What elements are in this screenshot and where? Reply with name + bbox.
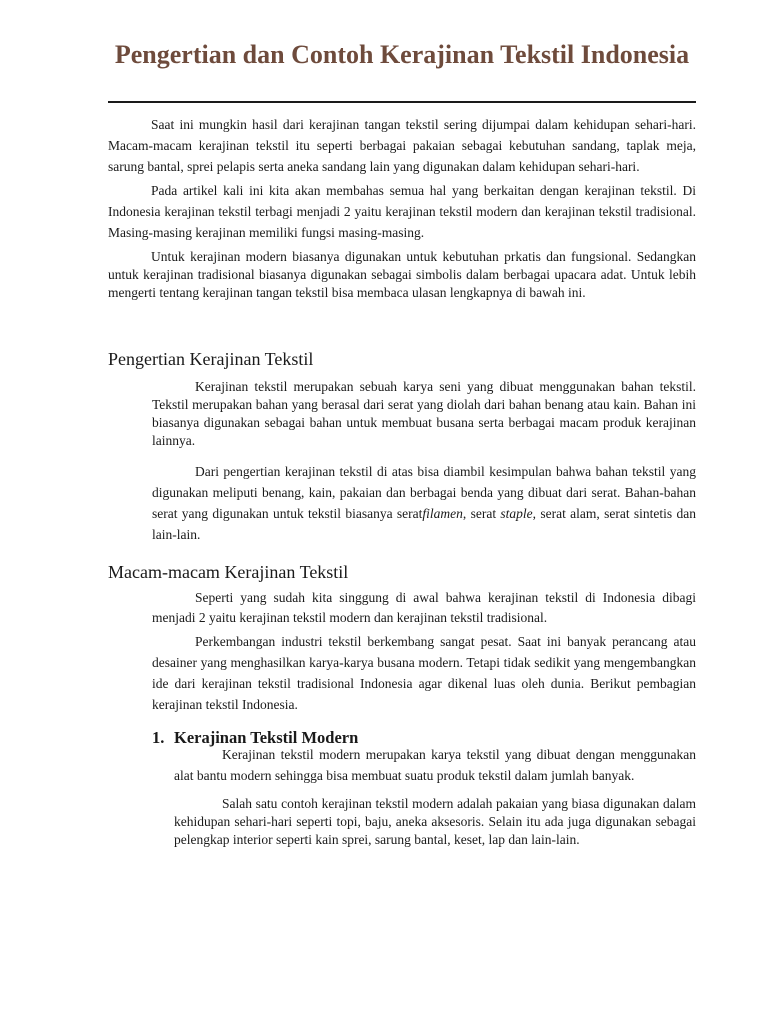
term-staple: staple: [500, 506, 533, 521]
section1-block: [152, 378, 696, 545]
document-title: Pengertian dan Contoh Kerajinan Tekstil Indonesia: [114, 40, 690, 69]
subsection-title: Kerajinan Tekstil Modern: [174, 728, 359, 747]
intro-block: [108, 114, 696, 302]
section1-paragraph-2: Dari pengertian kerajinan tekstil di atas bisa diambil kesimpulan bahwa bahan tekstil yang digunakan meliputi benang, kain, pakaian dan berbagai benda yang dibuat dari serat. Bahan-bahan serat yang digunakan untuk tekstil biasanya seratfilamen, serat staple, serat alam, serat sintetis dan lain-lain.: [152, 464, 696, 542]
title-divider: [108, 101, 696, 103]
subsection-number: 1.: [152, 728, 165, 747]
section-heading-macam: Macam-macam Kerajinan Tekstil: [108, 562, 349, 582]
subsection1-block: [174, 744, 696, 849]
section-heading-pengertian: Pengertian Kerajinan Tekstil: [108, 349, 314, 369]
intro-paragraph-2: Pada artikel kali ini kita akan membahas semua hal yang berkaitan dengan kerajinan tekstil. Di Indonesia kerajinan tekstil terbagi menjadi 2 yaitu kerajinan tekstil modern dan kerajinan tekstil tradisional. Masing-masing kerajinan memiliki fungsi masing-masing.: [108, 183, 696, 240]
term-filamen: filamen: [422, 506, 463, 521]
intro-paragraph-3: Untuk kerajinan modern biasanya digunakan untuk kebutuhan prkatis dan fungsional. Sedangkan untuk kerajinan tradisional biasanya digunakan sebagai simbolis dalam berbagai upacara adat. Untuk lebih mengerti tentang kerajinan tangan tekstil bisa membaca ulasan lengkapnya di bawah ini.: [108, 249, 696, 300]
section2-block: [152, 588, 696, 715]
section2-paragraph-1: Seperti yang sudah kita singgung di awal bahwa kerajinan tekstil di Indonesia dibagi menjadi 2 yaitu kerajinan tekstil modern dan kerajinan tekstil tradisional.: [152, 590, 696, 625]
subsection1-paragraph-2: Salah satu contoh kerajinan tekstil modern adalah pakaian yang biasa digunakan dalam kehidupan sehari-hari seperti topi, baju, aneka aksesoris. Selain itu ada juga digunakan sebagai pelengkap interior seperti kain sprei, sarung bantal, keset, lap dan lain-lain.: [174, 796, 696, 847]
intro-paragraph-1: Saat ini mungkin hasil dari kerajinan tangan tekstil sering dijumpai dalam kehidupan sehari-hari. Macam-macam kerajinan tekstil itu seperti berbagai pakaian sebagai kebutuhan sandang, taplak meja, sarung bantal, sprei pelapis serta aneka sandang lain yang digunakan dalam kehidupan sehari-hari.: [108, 117, 696, 174]
subsection1-paragraph-1: Kerajinan tekstil modern merupakan karya tekstil yang dibuat dengan menggunakan alat bantu modern sehingga bisa membuat suatu produk tekstil dalam jumlah banyak.: [174, 747, 696, 783]
section1-paragraph-1: Kerajinan tekstil merupakan sebuah karya seni yang dibuat menggunakan bahan tekstil. Tekstil merupakan bahan yang berasal dari serat yang diolah dari bahan benang atau kain. Bahan ini biasanya digunakan sebagai bahan untuk membuat busana serta berbagai macam produk kerajinan lainnya.: [152, 379, 696, 448]
section2-paragraph-2: Perkembangan industri tekstil berkembang sangat pesat. Saat ini banyak perancang atau desainer yang menghasilkan karya-karya busana modern. Tetapi tidak sedikit yang mengembangkan ide dari kerajinan tekstil tradisional Indonesia agar dikenal luas oleh dunia. Berikut pembagian kerajinan tekstil Indonesia.: [152, 634, 696, 712]
